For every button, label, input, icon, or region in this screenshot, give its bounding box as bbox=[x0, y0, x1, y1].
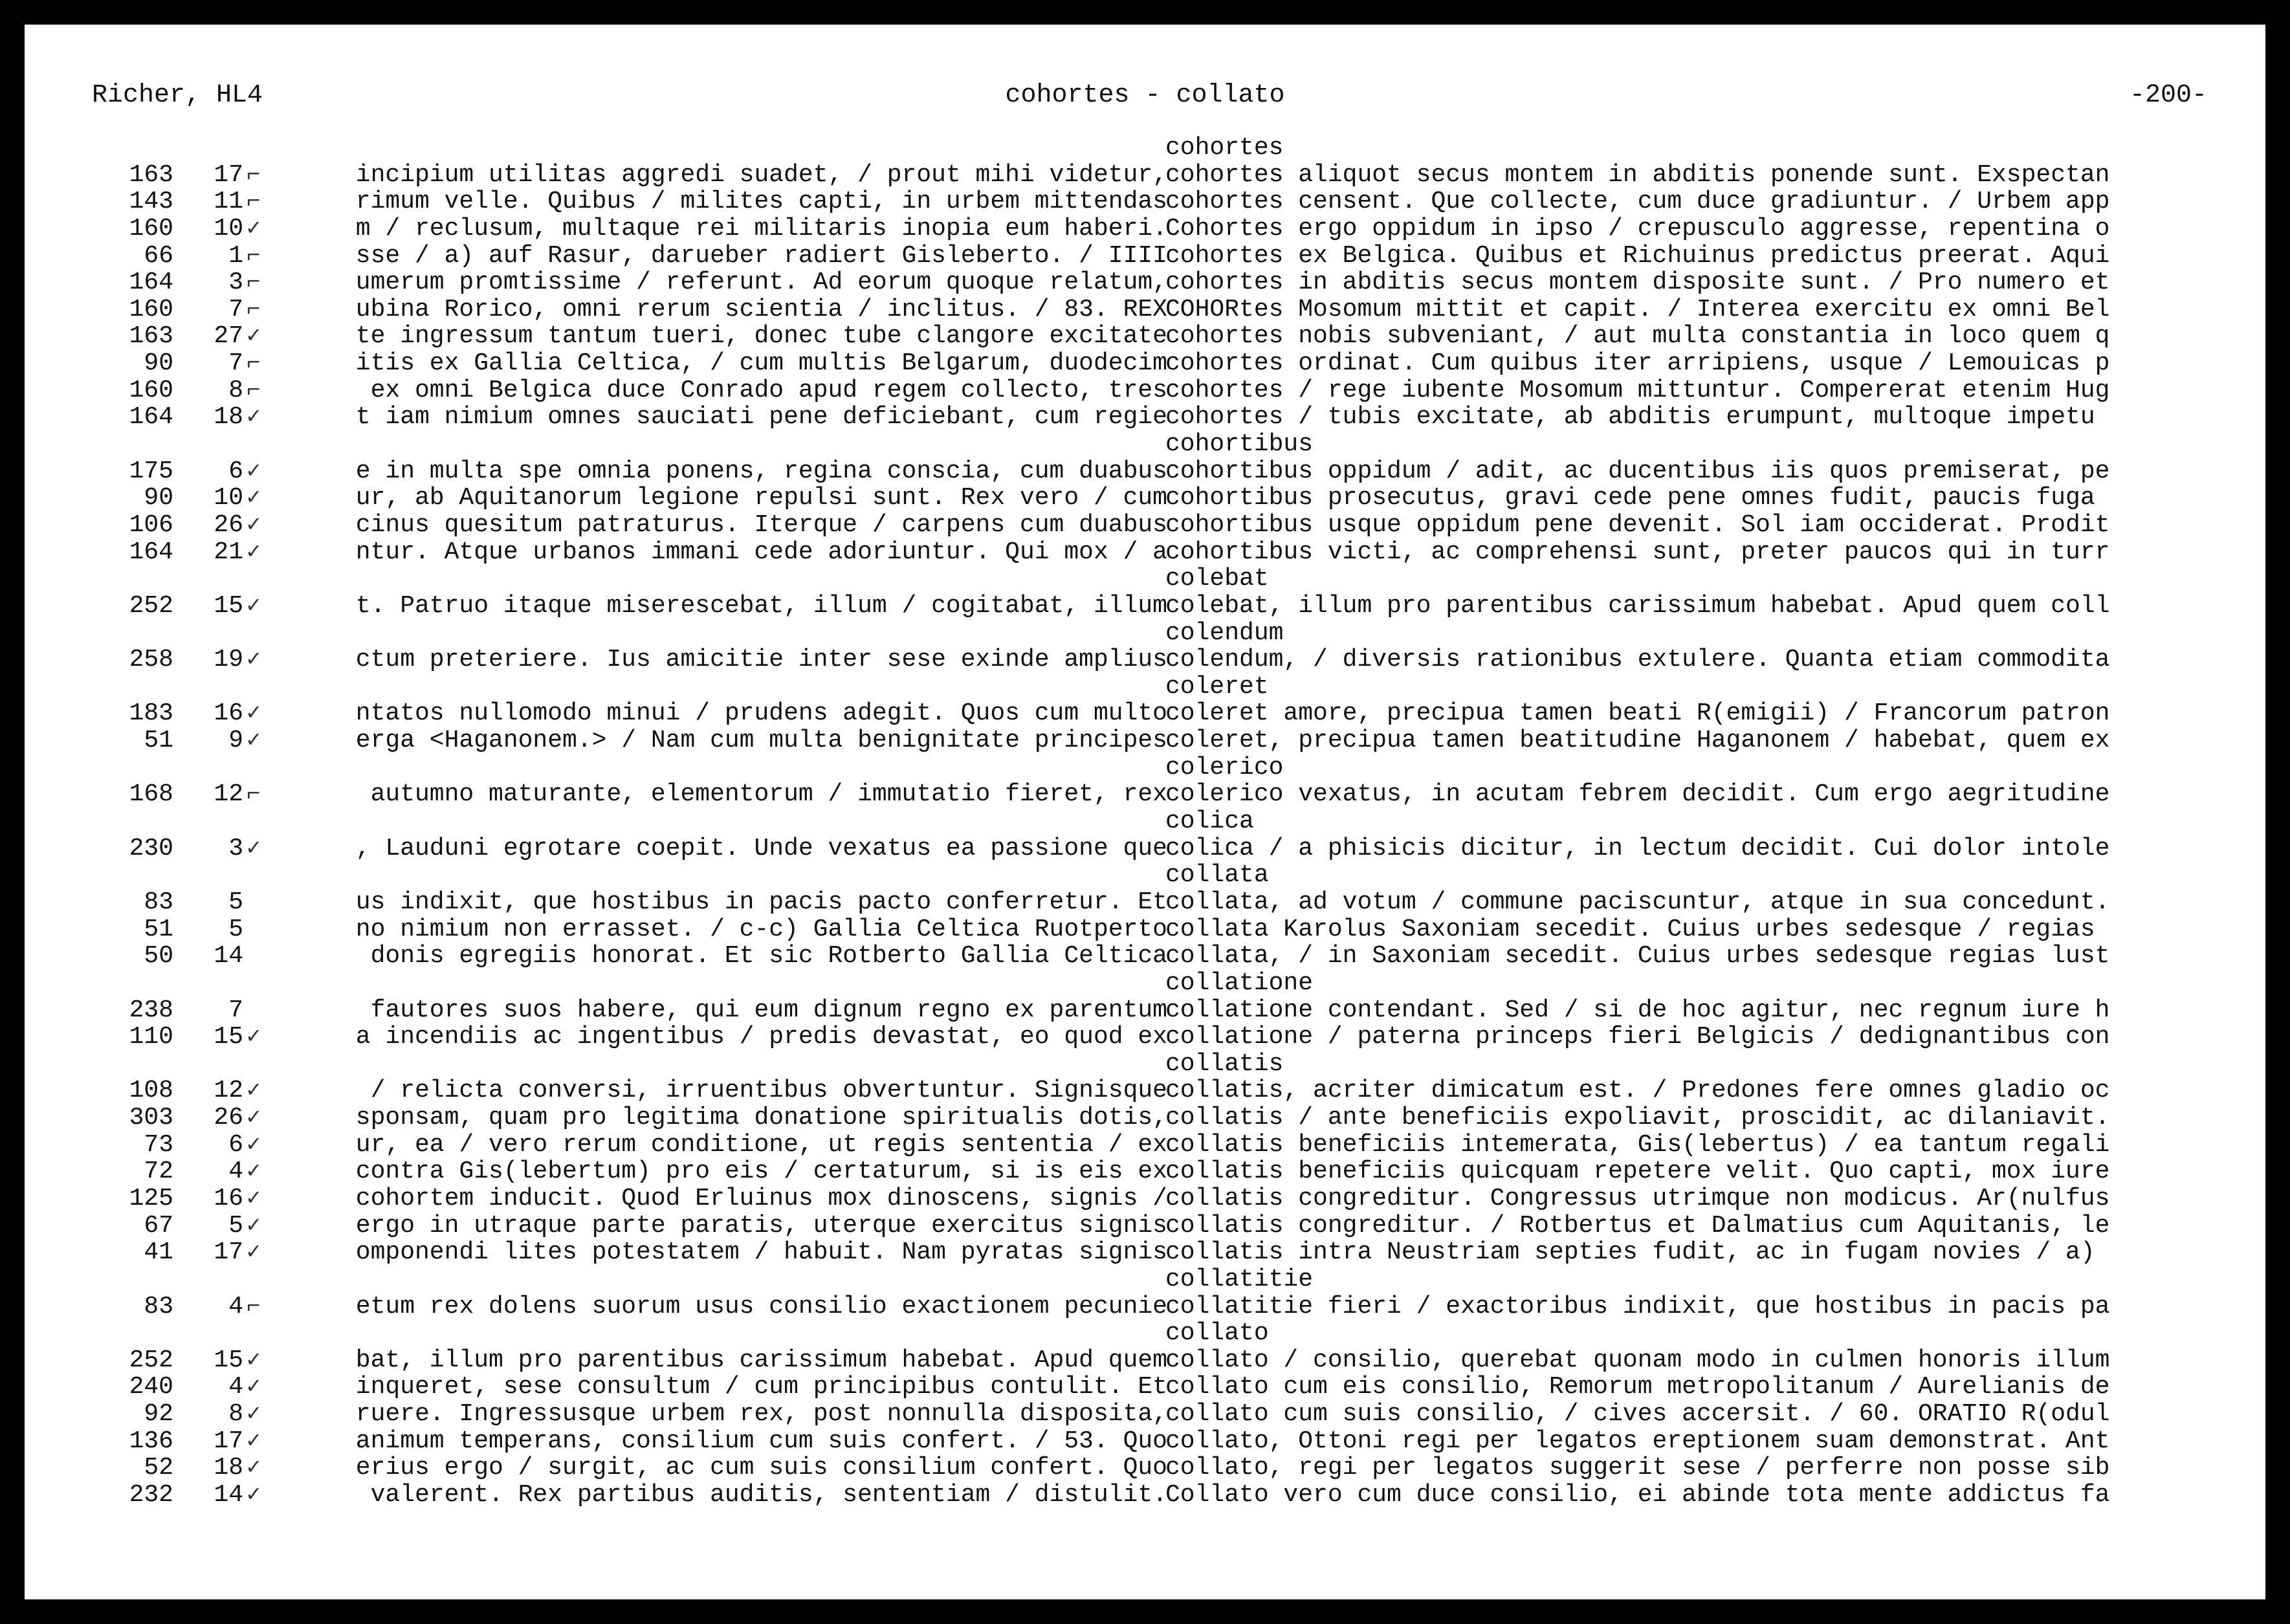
check-mark-icon: ✓ bbox=[247, 1374, 261, 1401]
left-context: ntur. Atque urbanos immani cede adoriuntur. Qui mox / a bbox=[355, 538, 1167, 566]
line-number: 26 bbox=[214, 510, 243, 539]
keyword-context: collatione / paterna princeps fieri Belgicis / dedignantibus con bbox=[1165, 1024, 2110, 1051]
concordance-row bbox=[25, 1347, 2265, 1374]
line-number: 10 bbox=[214, 484, 243, 512]
headword: collatitie bbox=[1165, 1265, 1314, 1293]
line-number: 5 bbox=[228, 915, 243, 943]
concordance-row bbox=[25, 1401, 2265, 1428]
check-mark-icon: ✓ bbox=[247, 215, 261, 242]
headword-row bbox=[25, 1266, 2265, 1293]
check-mark-icon: ✓ bbox=[247, 1158, 261, 1185]
check-mark-icon: ✓ bbox=[247, 1024, 261, 1051]
check-mark-icon: ✓ bbox=[247, 404, 261, 431]
check-mark-icon: ⌐ bbox=[247, 377, 261, 404]
left-context: ur, ea / vero rerum conditione, ut regis sententia / ex bbox=[355, 1130, 1167, 1159]
page-number: 51 bbox=[144, 727, 173, 755]
check-mark-icon: ✓ bbox=[247, 323, 261, 350]
page-number: 143 bbox=[129, 188, 173, 216]
concordance-row bbox=[25, 1077, 2265, 1104]
check-mark-icon: ✓ bbox=[247, 485, 261, 512]
keyword-context: Collato vero cum duce consilio, ei abinde tota mente addictus fa bbox=[1165, 1482, 2110, 1509]
keyword-context: collatis / ante beneficiis expoliavit, proscidit, ac dilaniavit. bbox=[1165, 1104, 2110, 1132]
concordance-row bbox=[25, 835, 2265, 862]
keyword-context: collato cum eis consilio, Remorum metropolitanum / Aurelianis de bbox=[1165, 1374, 2110, 1401]
concordance-row bbox=[25, 1158, 2265, 1185]
check-mark-icon: ⌐ bbox=[247, 188, 261, 215]
keyword-context: collato / consilio, querebat quonam modo in culmen honoris illum bbox=[1165, 1346, 2110, 1374]
page-number: 83 bbox=[144, 1292, 173, 1321]
keyword-context: cohortes aliquot secus montem in abditis ponende sunt. Exspectan bbox=[1165, 161, 2110, 189]
concordance-row bbox=[25, 1374, 2265, 1401]
page-number: 106 bbox=[129, 510, 173, 539]
headword-row bbox=[25, 970, 2265, 997]
left-context: contra Gis(lebertum) pro eis / certaturum, si is eis ex bbox=[355, 1158, 1167, 1186]
keyword-context: collato, regi per legatos suggerit sese / perferre non posse sib bbox=[1165, 1454, 2110, 1482]
check-mark-icon: ⌐ bbox=[247, 296, 261, 323]
left-context: umerum promtissime / referunt. Ad eorum quoque relatum, bbox=[355, 269, 1167, 297]
line-number: 18 bbox=[214, 403, 243, 432]
concordance-row bbox=[25, 1185, 2265, 1213]
page-number: 73 bbox=[144, 1130, 173, 1159]
left-context: donis egregiis honorat. Et sic Rotberto Gallia Celtica bbox=[355, 942, 1167, 971]
page-number: 258 bbox=[129, 646, 173, 674]
check-mark-icon: ✓ bbox=[247, 1185, 261, 1212]
left-context: t iam nimium omnes sauciati pene deficiebant, cum regie bbox=[355, 403, 1167, 432]
concordance-row bbox=[25, 943, 2265, 970]
page-number: 168 bbox=[129, 780, 173, 809]
check-mark-icon: ✓ bbox=[247, 1427, 261, 1454]
keyword-context: Cohortes ergo oppidum in ipso / crepusculo aggresse, repentina o bbox=[1165, 215, 2110, 243]
page-number: 72 bbox=[144, 1158, 173, 1186]
keyword-context: collatis beneficiis intemerata, Gis(lebertus) / ea tantum regali bbox=[1165, 1131, 2110, 1159]
page-number: 160 bbox=[129, 376, 173, 404]
line-number: 4 bbox=[228, 1158, 243, 1186]
left-context: autumno maturante, elementorum / immutatio fieret, rex bbox=[355, 780, 1167, 809]
line-number: 14 bbox=[214, 1481, 243, 1509]
line-number: 15 bbox=[214, 1346, 243, 1374]
check-mark-icon: ✓ bbox=[247, 457, 261, 485]
left-context: ruere. Ingressusque urbem rex, post nonnulla disposita, bbox=[355, 1400, 1167, 1429]
headword: coleret bbox=[1165, 672, 1269, 701]
page-number: 164 bbox=[129, 403, 173, 432]
concordance-row bbox=[25, 1024, 2265, 1051]
line-number: 1 bbox=[228, 241, 243, 270]
page-number: 230 bbox=[129, 834, 173, 862]
page-number: 232 bbox=[129, 1481, 173, 1509]
keyword-context: cohortes ordinat. Cum quibus iter arripiens, usque / Lemouicas p bbox=[1165, 350, 2110, 377]
keyword-context: cohortes censent. Que collecte, cum duce gradiuntur. / Urbem app bbox=[1165, 188, 2110, 215]
concordance-row bbox=[25, 323, 2265, 350]
keyword-context: cohortes / tubis excitate, ab abditis erumpunt, multoque impetu bbox=[1165, 404, 2095, 432]
left-context: no nimium non errasset. / c-c) Gallia Celtica Ruotperto bbox=[355, 915, 1167, 943]
concordance-row bbox=[25, 296, 2265, 324]
line-number: 5 bbox=[228, 1211, 243, 1240]
page-number: 175 bbox=[129, 457, 173, 485]
line-number: 18 bbox=[214, 1454, 243, 1482]
concordance-page bbox=[25, 25, 2265, 1599]
headword-row bbox=[25, 431, 2265, 458]
keyword-context: cohortes / rege iubente Mosomum mittuntur. Compererat etenim Hug bbox=[1165, 377, 2110, 404]
line-number: 12 bbox=[214, 780, 243, 809]
check-mark-icon: ⌐ bbox=[247, 269, 261, 296]
headword: colica bbox=[1165, 807, 1254, 836]
concordance-row bbox=[25, 377, 2265, 404]
header-range: cohortes - collato bbox=[1005, 81, 1285, 110]
headword-row bbox=[25, 754, 2265, 782]
line-number: 15 bbox=[214, 1023, 243, 1051]
headword-row bbox=[25, 808, 2265, 835]
left-context: t. Patruo itaque miserescebat, illum / cogitabat, illum bbox=[355, 591, 1167, 620]
headword: colendum bbox=[1165, 619, 1284, 647]
line-number: 9 bbox=[228, 727, 243, 755]
page-number: 183 bbox=[129, 699, 173, 728]
left-context: , Lauduni egrotare coepit. Unde vexatus ea passione que bbox=[355, 834, 1167, 862]
check-mark-icon: ✓ bbox=[247, 835, 261, 862]
left-context: omponendi lites potestatem / habuit. Nam pyratas signis bbox=[355, 1238, 1167, 1267]
keyword-context: cohortes in abditis secus montem disposite sunt. / Pro numero et bbox=[1165, 269, 2110, 296]
page-number: 125 bbox=[129, 1184, 173, 1213]
page-number: 160 bbox=[129, 295, 173, 324]
page-number: 90 bbox=[144, 349, 173, 378]
headword: cohortibus bbox=[1165, 430, 1314, 459]
line-number: 17 bbox=[214, 1238, 243, 1267]
left-context: bat, illum pro parentibus carissimum habebat. Apud quem bbox=[355, 1346, 1167, 1374]
line-number: 7 bbox=[228, 349, 243, 378]
page-number: 164 bbox=[129, 269, 173, 297]
keyword-context: coleret, precipua tamen beatitudine Haganonem / habebat, quem ex bbox=[1165, 727, 2110, 754]
keyword-context: cohortibus victi, ac comprehensi sunt, preter paucos qui in turr bbox=[1165, 538, 2110, 566]
line-number: 15 bbox=[214, 591, 243, 620]
left-context: cinus quesitum patraturus. Iterque / carpens cum duabus bbox=[355, 510, 1167, 539]
line-number: 17 bbox=[214, 1427, 243, 1455]
concordance-row bbox=[25, 1454, 2265, 1482]
check-mark-icon: ✓ bbox=[247, 700, 261, 727]
concordance-row bbox=[25, 916, 2265, 943]
concordance-row bbox=[25, 512, 2265, 539]
page-number: 160 bbox=[129, 214, 173, 243]
check-mark-icon: ✓ bbox=[247, 1104, 261, 1132]
check-mark-icon: ✓ bbox=[247, 1454, 261, 1482]
line-number: 27 bbox=[214, 322, 243, 351]
check-mark-icon: ⌐ bbox=[247, 242, 261, 269]
concordance-row bbox=[25, 404, 2265, 431]
line-number: 26 bbox=[214, 1104, 243, 1132]
left-context: incipium utilitas aggredi suadet, / prout mihi videtur, bbox=[355, 160, 1167, 189]
page-number: 238 bbox=[129, 996, 173, 1024]
left-context: ctum preteriere. Ius amicitie inter sese exinde amplius bbox=[355, 646, 1167, 674]
check-mark-icon: ✓ bbox=[247, 538, 261, 565]
concordance-row bbox=[25, 188, 2265, 215]
headword-row bbox=[25, 674, 2265, 701]
left-context: itis ex Gallia Celtica, / cum multis Belgarum, duodecim bbox=[355, 349, 1167, 378]
concordance-row bbox=[25, 1482, 2265, 1509]
line-number: 16 bbox=[214, 699, 243, 728]
page-number: 92 bbox=[144, 1400, 173, 1429]
page-number: 108 bbox=[129, 1077, 173, 1105]
page-number: 90 bbox=[144, 484, 173, 512]
page-number: 252 bbox=[129, 591, 173, 620]
page-number: 67 bbox=[144, 1211, 173, 1240]
concordance-row bbox=[25, 646, 2265, 674]
line-number: 16 bbox=[214, 1184, 243, 1213]
left-context: sponsam, quam pro legitima donatione spiritualis dotis, bbox=[355, 1104, 1167, 1132]
left-context: sse / a) auf Rasur, darueber radiert Gisleberto. / IIII bbox=[355, 241, 1167, 270]
page-number: 240 bbox=[129, 1373, 173, 1401]
left-context: ergo in utraque parte paratis, uterque exercitus signis bbox=[355, 1211, 1167, 1240]
keyword-context: collata, / in Saxoniam secedit. Cuius urbes sedesque regias lust bbox=[1165, 943, 2110, 970]
keyword-context: colendum, / diversis rationibus extulere. Quanta etiam commodita bbox=[1165, 646, 2110, 674]
keyword-context: collatis beneficiis quicquam repetere velit. Quo capti, mox iure bbox=[1165, 1158, 2110, 1185]
concordance-row bbox=[25, 458, 2265, 485]
check-mark-icon: ⌐ bbox=[247, 350, 261, 377]
headword-row bbox=[25, 565, 2265, 593]
concordance-row bbox=[25, 1104, 2265, 1132]
line-number: 4 bbox=[228, 1373, 243, 1401]
check-mark-icon: ✓ bbox=[247, 1131, 261, 1158]
concordance-row bbox=[25, 1428, 2265, 1455]
page-number: 41 bbox=[144, 1238, 173, 1267]
left-context: ur, ab Aquitanorum legione repulsi sunt. Rex vero / cum bbox=[355, 484, 1167, 512]
keyword-context: collato, Ottoni regi per legatos ereptionem suam demonstrat. Ant bbox=[1165, 1427, 2110, 1455]
headword: collatione bbox=[1165, 969, 1314, 997]
line-number: 21 bbox=[214, 538, 243, 566]
headword-row bbox=[25, 1051, 2265, 1078]
concordance-row bbox=[25, 350, 2265, 377]
line-number: 12 bbox=[214, 1077, 243, 1105]
check-mark-icon: ⌐ bbox=[247, 1293, 261, 1320]
keyword-context: collatis congreditur. / Rotbertus et Dalmatius cum Aquitanis, le bbox=[1165, 1212, 2110, 1240]
keyword-context: collato cum suis consilio, / cives accersit. / 60. ORATIO R(odul bbox=[1165, 1401, 2110, 1428]
page-number: 50 bbox=[144, 942, 173, 971]
header-source: Richer, HL4 bbox=[92, 81, 263, 110]
headword-row bbox=[25, 862, 2265, 889]
left-context: / relicta conversi, irruentibus obvertuntur. Signisque bbox=[355, 1077, 1167, 1105]
left-context: etum rex dolens suorum usus consilio exactionem pecunie bbox=[355, 1292, 1167, 1321]
keyword-context: cohortibus usque oppidum pene devenit. Sol iam occiderat. Prodit bbox=[1165, 511, 2110, 539]
concordance-row bbox=[25, 1132, 2265, 1159]
keyword-context: collatis intra Neustriam septies fudit, ac in fugam novies / a) bbox=[1165, 1239, 2095, 1266]
line-number: 4 bbox=[228, 1292, 243, 1321]
concordance-row bbox=[25, 889, 2265, 916]
check-mark-icon: ✓ bbox=[247, 646, 261, 674]
concordance-row bbox=[25, 997, 2265, 1024]
headword: collato bbox=[1165, 1319, 1269, 1348]
concordance-row bbox=[25, 1293, 2265, 1321]
headword-row bbox=[25, 620, 2265, 647]
page-number: 52 bbox=[144, 1454, 173, 1482]
page-number: 163 bbox=[129, 322, 173, 351]
headword: collata bbox=[1165, 861, 1269, 890]
concordance-row bbox=[25, 1239, 2265, 1266]
left-context: erius ergo / surgit, ac cum suis consilium confert. Quo bbox=[355, 1454, 1167, 1482]
concordance-row bbox=[25, 593, 2265, 620]
left-context: ex omni Belgica duce Conrado apud regem collecto, tres bbox=[355, 376, 1167, 404]
concordance-row bbox=[25, 162, 2265, 189]
check-mark-icon: ✓ bbox=[247, 1482, 261, 1509]
keyword-context: cohortibus oppidum / adit, ac ducentibus iis quos premiserat, pe bbox=[1165, 457, 2110, 485]
keyword-context: collatis, acriter dimicatum est. / Predones fere omnes gladio oc bbox=[1165, 1077, 2110, 1105]
check-mark-icon: ✓ bbox=[247, 1077, 261, 1104]
keyword-context: cohortibus prosecutus, gravi cede pene omnes fudit, paucis fuga bbox=[1165, 485, 2095, 512]
concordance-row bbox=[25, 215, 2265, 243]
line-number: 17 bbox=[214, 160, 243, 189]
left-context: cohortem inducit. Quod Erluinus mox dinoscens, signis / bbox=[355, 1184, 1167, 1213]
page-number: 164 bbox=[129, 538, 173, 566]
concordance-row bbox=[25, 781, 2265, 808]
keyword-context: collata, ad votum / commune paciscuntur, atque in sua concedunt. bbox=[1165, 888, 2110, 916]
line-number: 3 bbox=[228, 269, 243, 297]
keyword-context: colebat, illum pro parentibus carissimum habebat. Apud quem coll bbox=[1165, 592, 2110, 620]
headword: colerico bbox=[1165, 753, 1284, 782]
page-number: 83 bbox=[144, 888, 173, 916]
left-context: us indixit, que hostibus in pacis pacto conferretur. Et bbox=[355, 888, 1167, 916]
page-number: 136 bbox=[129, 1427, 173, 1455]
line-number: 5 bbox=[228, 888, 243, 916]
left-context: a incendiis ac ingentibus / predis devastat, eo quod ex bbox=[355, 1023, 1167, 1051]
concordance-row bbox=[25, 269, 2265, 296]
check-mark-icon: ✓ bbox=[247, 511, 261, 538]
keyword-context: colica / a phisicis dicitur, in lectum decidit. Cui dolor intole bbox=[1165, 835, 2110, 862]
check-mark-icon: ✓ bbox=[247, 1239, 261, 1266]
concordance-row bbox=[25, 700, 2265, 727]
keyword-context: cohortes nobis subveniant, / aut multa constantia in loco quem q bbox=[1165, 323, 2110, 351]
keyword-context: colerico vexatus, in acutam febrem decidit. Cum ergo aegritudine bbox=[1165, 781, 2110, 809]
left-context: ubina Rorico, omni rerum scientia / inclitus. / 83. REX bbox=[355, 295, 1167, 324]
concordance-row bbox=[25, 485, 2265, 512]
headword: collatis bbox=[1165, 1049, 1284, 1078]
line-number: 6 bbox=[228, 1130, 243, 1159]
line-number: 3 bbox=[228, 834, 243, 862]
line-number: 10 bbox=[214, 214, 243, 243]
left-context: rimum velle. Quibus / milites capti, in urbem mittendas bbox=[355, 188, 1167, 216]
left-context: valerent. Rex partibus auditis, sententiam / distulit. bbox=[355, 1481, 1167, 1509]
concordance-row bbox=[25, 539, 2265, 566]
keyword-context: collatitie fieri / exactoribus indixit, que hostibus in pacis pa bbox=[1165, 1293, 2110, 1321]
keyword-context: COHORtes Mosomum mittit et capit. / Interea exercitu ex omni Bel bbox=[1165, 296, 2110, 324]
keyword-context: coleret amore, precipua tamen beati R(emigii) / Francorum patron bbox=[1165, 700, 2110, 728]
line-number: 6 bbox=[228, 457, 243, 485]
left-context: fautores suos habere, qui eum dignum regno ex parentum bbox=[355, 996, 1167, 1024]
check-mark-icon: ✓ bbox=[247, 1212, 261, 1239]
check-mark-icon: ⌐ bbox=[247, 781, 261, 808]
headword-row bbox=[25, 135, 2265, 162]
line-number: 8 bbox=[228, 1400, 243, 1429]
keyword-context: collata Karolus Saxoniam secedit. Cuius urbes sedesque / regias bbox=[1165, 916, 2095, 943]
page-number: 66 bbox=[144, 241, 173, 270]
headword: colebat bbox=[1165, 565, 1269, 593]
headword: cohortes bbox=[1165, 134, 1284, 162]
check-mark-icon: ⌐ bbox=[247, 161, 261, 188]
concordance-row bbox=[25, 243, 2265, 270]
page-number: 51 bbox=[144, 915, 173, 943]
header-page-number: -200- bbox=[2129, 81, 2207, 110]
page-number: 303 bbox=[129, 1104, 173, 1132]
concordance-list bbox=[25, 135, 2265, 1509]
page-number: 110 bbox=[129, 1023, 173, 1051]
check-mark-icon: ✓ bbox=[247, 1401, 261, 1428]
check-mark-icon: ✓ bbox=[247, 592, 261, 619]
keyword-context: collatione contendant. Sed / si de hoc agitur, nec regnum iure h bbox=[1165, 996, 2110, 1024]
concordance-row bbox=[25, 1213, 2265, 1240]
headword-row bbox=[25, 1320, 2265, 1347]
left-context: erga <Haganonem.> / Nam cum multa benignitate principes bbox=[355, 727, 1167, 755]
left-context: animum temperans, consilium cum suis confert. / 53. Quo bbox=[355, 1427, 1167, 1455]
keyword-context: collatis congreditur. Congressus utrimque non modicus. Ar(nulfus bbox=[1165, 1185, 2110, 1213]
keyword-context: cohortes ex Belgica. Quibus et Richuinus predictus preerat. Aqui bbox=[1165, 242, 2110, 270]
concordance-row bbox=[25, 727, 2265, 754]
line-number: 11 bbox=[214, 188, 243, 216]
line-number: 8 bbox=[228, 376, 243, 404]
left-context: e in multa spe omnia ponens, regina conscia, cum duabus bbox=[355, 457, 1167, 485]
left-context: ntatos nullomodo minui / prudens adegit. Quos cum multo bbox=[355, 699, 1167, 728]
line-number: 7 bbox=[228, 295, 243, 324]
line-number: 14 bbox=[214, 942, 243, 971]
line-number: 7 bbox=[228, 996, 243, 1024]
left-context: inqueret, sese consultum / cum principibus contulit. Et bbox=[355, 1373, 1167, 1401]
check-mark-icon: ✓ bbox=[247, 1346, 261, 1374]
page-number: 252 bbox=[129, 1346, 173, 1374]
page-number: 163 bbox=[129, 160, 173, 189]
left-context: m / reclusum, multaque rei militaris inopia eum haberi. bbox=[355, 214, 1167, 243]
line-number: 19 bbox=[214, 646, 243, 674]
check-mark-icon: ✓ bbox=[247, 727, 261, 754]
left-context: te ingressum tantum tueri, donec tube clangore excitate bbox=[355, 322, 1167, 351]
